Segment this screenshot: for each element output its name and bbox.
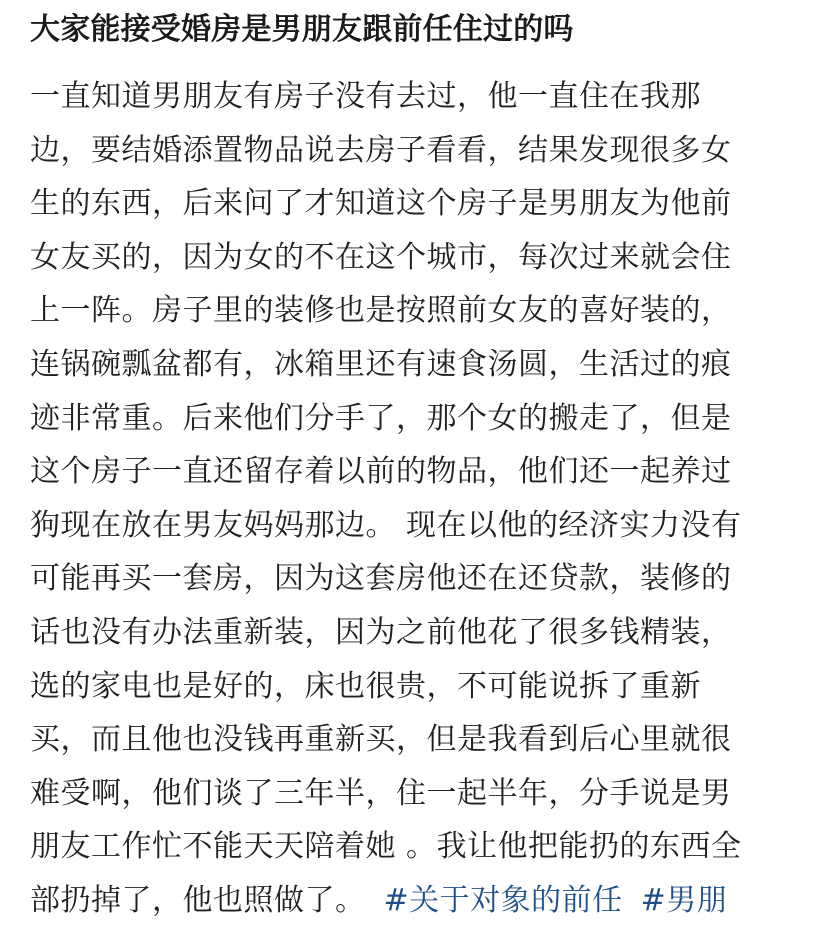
- post-title: 大家能接受婚房是男朋友跟前任住过的吗: [30, 12, 574, 47]
- body-line: 买，而且他也没钱再重新买，但是我看到后心里就很: [30, 722, 732, 758]
- body-line: 生的东西，后来问了才知道这个房子是男朋友为他前: [30, 186, 732, 222]
- hashtag-link-boyfriend[interactable]: #男朋: [640, 882, 728, 918]
- body-line: 一直知道男朋友有房子没有去过，他一直住在我那: [30, 79, 701, 114]
- body-line: 可能再买一套房，因为这套房他还在还贷款，装修的: [30, 561, 732, 597]
- body-line: 难受啊，他们谈了三年半，住一起半年，分手说是男: [30, 775, 732, 811]
- body-line: 这个房子一直还留存着以前的物品，他们还一起养过: [30, 454, 732, 490]
- body-line: 话也没有办法重新装，因为之前他花了很多钱精装，: [30, 614, 732, 650]
- post-body: [30, 70, 799, 928]
- body-line: 朋友工作忙不能天天陪着她 。我让他把能扔的东西全: [30, 829, 742, 865]
- body-line: 女友买的，因为女的不在这个城市，每次过来就会住: [30, 239, 732, 275]
- body-line: 迹非常重。后来他们分手了，那个女的搬走了，但是: [30, 400, 732, 436]
- body-line: 边，要结婚添置物品说去房子看看，结果发现很多女: [30, 132, 732, 168]
- body-line: 选的家电也是好的，床也很贵，不可能说拆了重新: [30, 668, 701, 704]
- body-line: 上一阵。房子里的装修也是按照前女友的喜好装的，: [30, 293, 732, 329]
- body-line: 狗现在放在男友妈妈那边。 现在以他的经济实力没有: [30, 507, 742, 543]
- body-last-line: [30, 874, 799, 928]
- body-last-line-text: 部扔掉了，他也照做了。: [30, 882, 366, 918]
- hashtag-link-ex-partner[interactable]: #关于对象的前任: [383, 882, 623, 918]
- body-line: 连锅碗瓢盆都有，冰箱里还有速食汤圆，生活过的痕: [30, 346, 732, 382]
